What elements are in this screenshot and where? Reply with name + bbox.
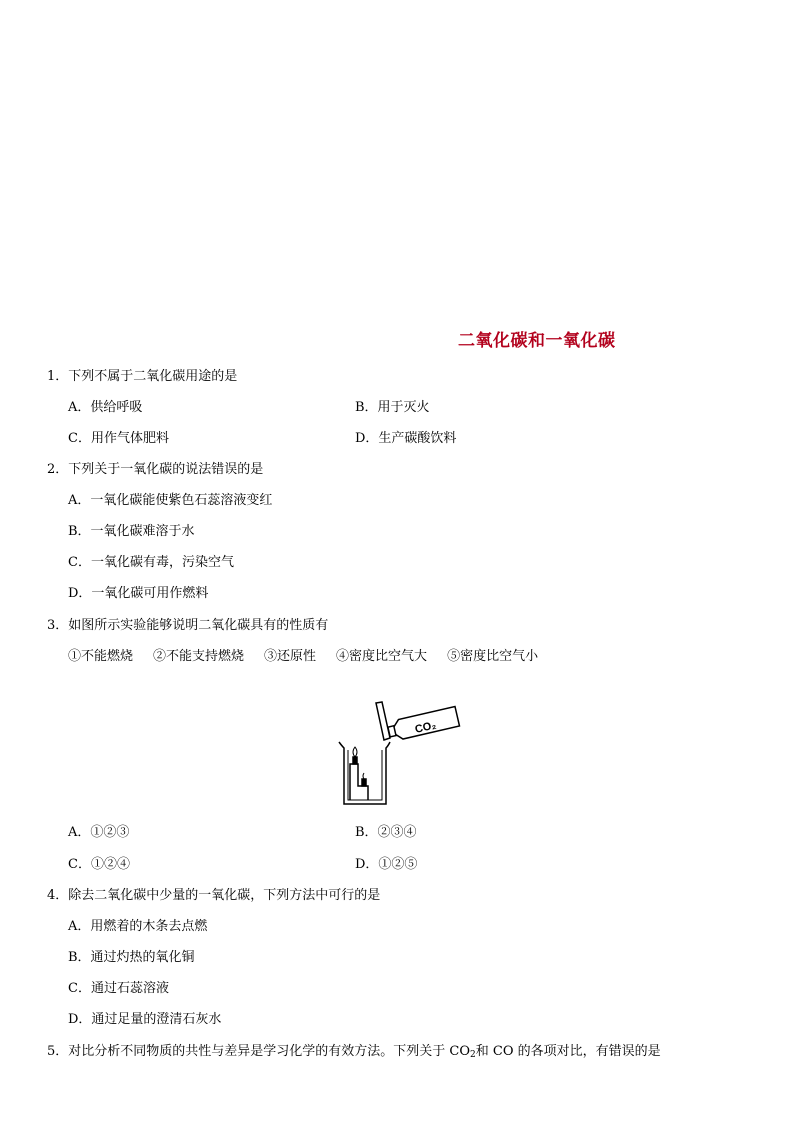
lower-candle (362, 779, 366, 786)
page-title: 二氧化碳和一氧化碳 (458, 331, 616, 351)
co2-label: CO₂ (413, 719, 438, 736)
question-4-option-d: D．通过足量的澄清石灰水 (68, 1012, 222, 1027)
question-2-option-a: A．一氧化碳能使紫色石蕊溶液变红 (68, 493, 273, 508)
question-4-option-c: C．通过石蕊溶液 (68, 981, 169, 996)
question-5-subscript: 2 (470, 1050, 476, 1060)
beaker-co2-diagram (336, 694, 464, 810)
lower-flame-icon (363, 773, 364, 779)
question-3-properties (68, 648, 558, 666)
question-1-option-a: A．供给呼吸 (68, 400, 143, 415)
property-5: ⑤密度比空气小 (447, 649, 539, 664)
question-2-option-c: C．一氧化碳有毒，污染空气 (68, 555, 234, 570)
question-2-option-d: D．一氧化碳可用作燃料 (68, 586, 209, 601)
question-5-stem (47, 1043, 661, 1064)
question-4-option-a: A．用燃着的木条去点燃 (68, 919, 208, 934)
property-4: ④密度比空气大 (336, 649, 428, 664)
question-3-option-c: C．①②④ (68, 857, 130, 872)
question-1-option-d: D．生产碳酸饮料 (355, 431, 457, 446)
question-1-option-b: B．用于灭火 (355, 400, 430, 415)
question-1-stem: 1．下列不属于二氧化碳用途的是 (47, 369, 238, 384)
upper-flame-icon (353, 747, 357, 757)
question-1-option-c: C．用作气体肥料 (68, 431, 169, 446)
property-2: ②不能支持燃烧 (153, 649, 245, 664)
question-3-option-d: D．①②⑤ (355, 857, 418, 872)
question-5-stem-part-2: 和 CO 的各项对比，有错误的是 (475, 1044, 661, 1059)
experiment-figure (336, 694, 464, 810)
question-3-option-a: A．①②③ (68, 825, 130, 840)
property-1: ①不能燃烧 (68, 649, 134, 664)
question-4-option-b: B．通过灼热的氧化铜 (68, 950, 195, 965)
question-3-option-b: B．②③④ (355, 825, 417, 840)
question-2-option-b: B．一氧化碳难溶于水 (68, 524, 195, 539)
question-5-stem-part-1: 5．对比分析不同物质的共性与差异是学习化学的有效方法。下列关于 CO (47, 1044, 471, 1059)
question-3-stem: 3．如图所示实验能够说明二氧化碳具有的性质有 (47, 618, 329, 633)
question-4-stem: 4．除去二氧化碳中少量的一氧化碳，下列方法中可行的是 (47, 888, 381, 903)
question-2-stem: 2．下列关于一氧化碳的说法错误的是 (47, 462, 264, 477)
glass-rod (376, 702, 390, 740)
property-3: ③还原性 (264, 649, 317, 664)
upper-candle (353, 757, 357, 764)
